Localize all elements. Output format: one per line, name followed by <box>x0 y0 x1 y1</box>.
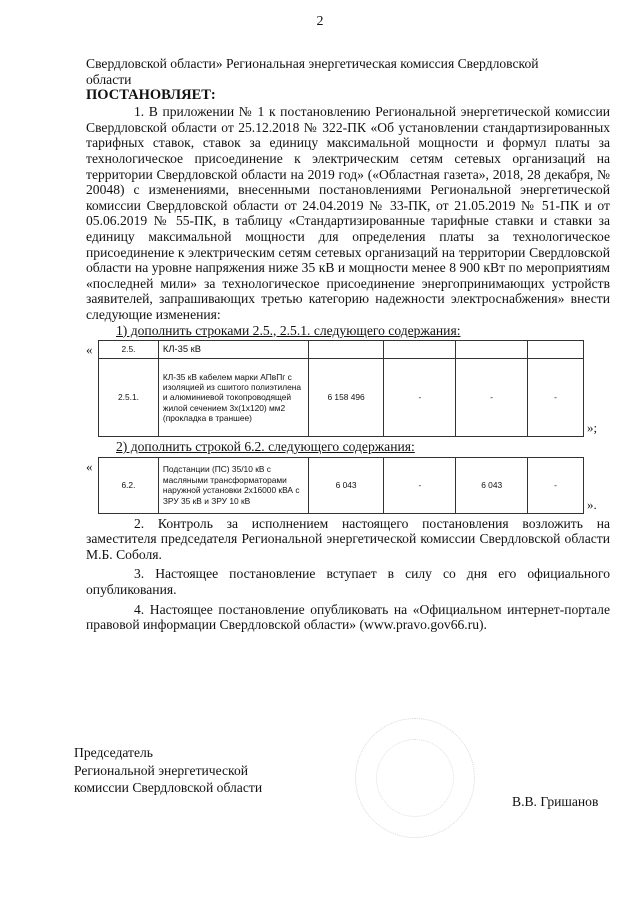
row-cell <box>384 341 456 359</box>
table-2 <box>98 457 584 514</box>
table-1-open-quote: « <box>86 342 93 358</box>
subitem-1 <box>86 323 610 339</box>
subitem-1-text: 1) дополнить строками 2.5., 2.5.1. следующего содержания: <box>116 322 461 338</box>
document-body <box>86 56 610 633</box>
preamble-line-1: Свердловской области» Региональная энергетическая комиссия Свердловской <box>86 56 539 71</box>
table-row <box>99 341 584 359</box>
row-value-1: 6 158 496 <box>308 359 384 437</box>
paragraph-4: 4. Настоящее постановление опубликовать на «Официальном интернет-портале правовой информации Свердловской области» (www.pravo.gov66.ru). <box>86 601 610 633</box>
row-cell <box>308 341 384 359</box>
table-row <box>99 359 584 437</box>
paragraph-3: 3. Настоящее постановление вступает в силу со дня его официального опубликования. <box>86 566 610 598</box>
table-row <box>99 457 584 513</box>
subitem-2-text: 2) дополнить строкой 6.2. следующего содержания: <box>116 439 415 455</box>
signature-block <box>74 744 614 809</box>
row-value-4: - <box>528 457 584 513</box>
row-name: Подстанции (ПС) 35/10 кВ с масляными трансформаторами наружной установки 2х16000 кВА с ЗРУ 35 кВ и ЗРУ 10 кВ <box>158 457 308 513</box>
row-number: 2.5.1. <box>99 359 159 437</box>
page-number: 2 <box>316 14 324 29</box>
row-cell <box>456 341 528 359</box>
table-2-wrapper <box>86 457 610 514</box>
row-cell <box>528 341 584 359</box>
signatory-title-line-1: Председатель <box>74 745 153 760</box>
row-value-2: - <box>384 359 456 437</box>
table-1 <box>98 340 584 437</box>
row-value-3: 6 043 <box>456 457 528 513</box>
signatory-title-line-2: Региональной энергетической <box>74 762 249 778</box>
row-value-4: - <box>528 359 584 437</box>
preamble-line-2: области <box>86 71 132 87</box>
resolution-heading: ПОСТАНОВЛЯЕТ: <box>86 87 216 104</box>
paragraph-1: 1. В приложении № 1 к постановлению Региональной энергетической комиссии Свердловской области от 25.12.2018 № 322-ПК «Об установлении стандартизированных тарифных ставок, ставок за единицу максимальной мощности и формул платы за технологическое присоединение к электрическим сетям сетевых организаций на территории Свердловской области на 2019 год» («Областная газета», 2018, 28 декабря, № 20048) с изменениями, внесенными постановлениями Региональной энергетической комиссии Свердловской области от 24.04.2019 № 33-ПК, от 21.05.2019 № 51-ПК и от 05.06.2019 № 55-ПК, в таблицу «Стандартизированные тарифные ставки и ставки за единицу максимальной мощности для определения платы за технологическое присоединение к электрическим сетям сетевых организаций на территории Свердловской области на уровне напряжения ниже 35 кВ и мощности менее 8 900 кВт по мероприятиям «последней мили» за технологическое присоединение энергопринимающих устройств заявителей, запрашивающих третью категорию надежности электроснабжения» внести следующие изменения: <box>86 104 610 322</box>
row-value-1: 6 043 <box>308 457 384 513</box>
row-value-3: - <box>456 359 528 437</box>
row-number: 6.2. <box>99 457 159 513</box>
row-name: КЛ-35 кВ <box>158 341 308 359</box>
signatory-name: В.В. Гришанов <box>512 794 599 809</box>
subitem-2 <box>86 439 610 455</box>
table-1-wrapper <box>86 340 610 437</box>
row-value-2: - <box>384 457 456 513</box>
row-name: КЛ-35 кВ кабелем марки АПвПг с изоляцией из сшитого полиэтилена и алюминиевой токопроводящей жилой сечением 3х(1х120) мм2 (прокладка в траншее) <box>158 359 308 437</box>
row-number: 2.5. <box>99 341 159 359</box>
table-1-close-quote: »; <box>587 420 598 436</box>
table-2-close-quote: ». <box>587 496 597 512</box>
paragraph-2: 2. Контроль за исполнением настоящего постановления возложить на заместителя председателя Региональной энергетической комиссии Свердловской области М.Б. Соболя. <box>86 515 610 562</box>
signatory-title-line-3: комиссии Свердловской области <box>74 780 263 796</box>
table-2-open-quote: « <box>86 458 93 474</box>
